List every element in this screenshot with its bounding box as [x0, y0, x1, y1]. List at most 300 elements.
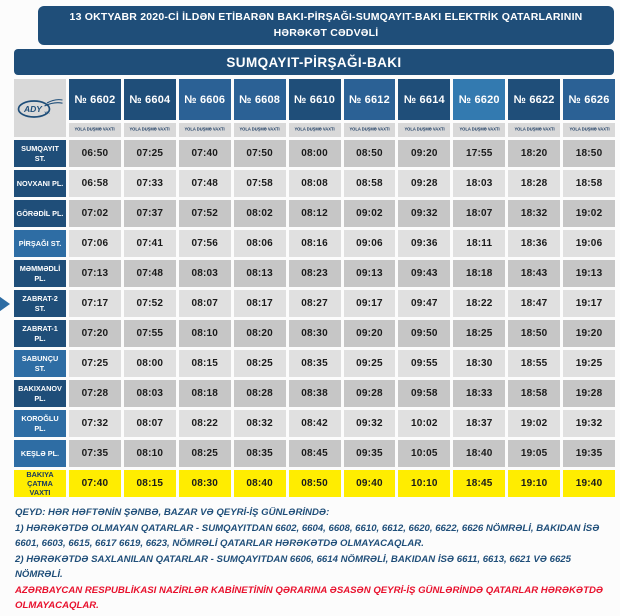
time-cell-r1-c6-label: 08:50: [356, 148, 383, 159]
route-banner: [14, 49, 614, 75]
time-cell-r5-c6: [344, 260, 396, 287]
departure-time-subheader-4: [234, 123, 286, 137]
time-cell-r1-c7-label: 09:20: [411, 148, 438, 159]
station-cell-row-6-label: ZABRAT-2 ST.: [22, 294, 58, 313]
time-cell-r10-c5: [289, 410, 341, 437]
time-cell-r9-c9: [508, 380, 560, 407]
train-column-header-8: [453, 79, 505, 120]
train-column-header-10: [563, 79, 615, 120]
time-cell-r9-c8-label: 18:33: [465, 388, 493, 399]
time-cell-r9-c2-label: 08:03: [136, 388, 164, 399]
time-cell-r1-c1-label: 06:50: [81, 148, 109, 159]
time-cell-r4-c9-label: 18:36: [520, 238, 548, 249]
time-cell-r4-c3-label: 07:56: [191, 238, 219, 249]
time-cell-r3-c5: [289, 200, 341, 227]
time-cell-r4-c3: [179, 230, 231, 257]
time-cell-r4-c9: [508, 230, 560, 257]
time-cell-r1-c5: [289, 140, 341, 167]
station-cell-row-4: [14, 230, 66, 257]
time-cell-r1-c6: [344, 140, 396, 167]
timetable-grid: [14, 79, 615, 497]
time-cell-r2-c6: [344, 170, 396, 197]
time-cell-r7-c7: [398, 320, 450, 347]
time-cell-r1-c9-label: 18:20: [520, 148, 548, 159]
time-cell-r5-c9: [508, 260, 560, 287]
time-cell-r12-c7-label: 10:10: [411, 478, 438, 489]
time-cell-r8-c9-label: 18:55: [520, 358, 548, 369]
time-cell-r8-c5: [289, 350, 341, 377]
time-cell-r2-c10-label: 18:58: [575, 178, 603, 189]
time-cell-r12-c9: [508, 470, 560, 497]
time-cell-r3-c4-label: 08:02: [246, 208, 273, 219]
time-cell-r8-c5-label: 08:35: [301, 358, 328, 369]
time-cell-r10-c6-label: 09:32: [356, 418, 383, 429]
station-cell-row-8-label: SABUNÇU ST.: [21, 354, 59, 373]
time-cell-r4-c10: [563, 230, 615, 257]
time-cell-r9-c10: [563, 380, 615, 407]
time-cell-r9-c9-label: 18:58: [520, 388, 548, 399]
time-cell-r5-c3: [179, 260, 231, 287]
train-column-header-2: [124, 79, 176, 120]
time-cell-r6-c9: [508, 290, 560, 317]
train-column-header-7-label: № 6614: [403, 93, 445, 106]
time-cell-r11-c8-label: 18:40: [465, 448, 493, 459]
time-cell-r8-c6-label: 09:25: [356, 358, 383, 369]
time-cell-r1-c4: [234, 140, 286, 167]
time-cell-r4-c4-label: 08:06: [246, 238, 273, 249]
time-cell-r7-c5: [289, 320, 341, 347]
time-cell-r3-c1-label: 07:02: [81, 208, 109, 219]
station-cell-row-8: [14, 350, 66, 377]
station-cell-row-9: [14, 380, 66, 407]
note-1: [15, 521, 607, 552]
time-cell-r11-c9-label: 19:05: [520, 448, 548, 459]
time-cell-r6-c2: [124, 290, 176, 317]
time-cell-r9-c4-label: 08:28: [246, 388, 273, 399]
time-cell-r1-c1: [69, 140, 121, 167]
time-cell-r2-c7-label: 09:28: [411, 178, 438, 189]
svg-text:yo.: yo.: [44, 110, 50, 115]
time-cell-r6-c3: [179, 290, 231, 317]
time-cell-r4-c6-label: 09:06: [356, 238, 383, 249]
time-cell-r3-c7: [398, 200, 450, 227]
time-cell-r7-c8: [453, 320, 505, 347]
station-cell-row-3: [14, 200, 66, 227]
time-cell-r9-c6-label: 09:28: [356, 388, 383, 399]
time-cell-r2-c9: [508, 170, 560, 197]
time-cell-r2-c10: [563, 170, 615, 197]
time-cell-r12-c10-label: 19:40: [575, 478, 603, 489]
time-cell-r5-c10-label: 19:13: [575, 268, 603, 279]
time-cell-r6-c3-label: 08:07: [191, 298, 219, 309]
time-cell-r12-c2-label: 08:15: [136, 478, 164, 489]
time-cell-r7-c4-label: 08:20: [246, 328, 273, 339]
time-cell-r5-c4: [234, 260, 286, 287]
time-cell-r1-c8: [453, 140, 505, 167]
time-cell-r9-c7-label: 09:58: [411, 388, 438, 399]
time-cell-r3-c9: [508, 200, 560, 227]
time-cell-r8-c9: [508, 350, 560, 377]
time-cell-r9-c1: [69, 380, 121, 407]
time-cell-r12-c4: [234, 470, 286, 497]
time-cell-r7-c2: [124, 320, 176, 347]
time-cell-r10-c10-label: 19:32: [575, 418, 603, 429]
time-cell-r4-c10-label: 19:06: [575, 238, 603, 249]
time-cell-r10-c3-label: 08:22: [191, 418, 219, 429]
time-cell-r2-c2: [124, 170, 176, 197]
time-cell-r1-c3: [179, 140, 231, 167]
time-cell-r11-c5: [289, 440, 341, 467]
train-column-header-9-label: № 6622: [513, 93, 555, 106]
time-cell-r12-c3-label: 08:30: [191, 478, 219, 489]
station-cell-row-12: [14, 470, 66, 497]
time-cell-r11-c1: [69, 440, 121, 467]
time-cell-r1-c2-label: 07:25: [136, 148, 164, 159]
station-cell-row-7: [14, 320, 66, 347]
time-cell-r7-c5-label: 08:30: [301, 328, 328, 339]
time-cell-r7-c3: [179, 320, 231, 347]
time-cell-r11-c3: [179, 440, 231, 467]
time-cell-r6-c7-label: 09:47: [411, 298, 438, 309]
time-cell-r3-c6-label: 09:02: [356, 208, 383, 219]
time-cell-r5-c4-label: 08:13: [246, 268, 273, 279]
time-cell-r7-c6: [344, 320, 396, 347]
poster-title-line1: 13 OKTYABR 2020-Cİ İLDƏN ETİBARƏN BAKI-PİRŞAĞI-SUMQAYIT-BAKI ELEKTRİK QATARLARININ: [69, 11, 583, 24]
station-cell-row-11: [14, 440, 66, 467]
time-cell-r8-c8-label: 18:30: [465, 358, 493, 369]
time-cell-r6-c1-label: 07:17: [81, 298, 109, 309]
train-column-header-5: [289, 79, 341, 120]
time-cell-r8-c7-label: 09:55: [411, 358, 438, 369]
time-cell-r2-c8-label: 18:03: [465, 178, 493, 189]
time-cell-r12-c1-label: 07:40: [81, 478, 109, 489]
note-2: [15, 552, 607, 583]
time-cell-r8-c10-label: 19:25: [575, 358, 603, 369]
time-cell-r12-c4-label: 08:40: [246, 478, 273, 489]
time-cell-r6-c9-label: 18:47: [520, 298, 548, 309]
departure-time-subheader-7-label: YOLA DÜŞMƏ VAXTI: [404, 127, 445, 133]
time-cell-r1-c3-label: 07:40: [191, 148, 219, 159]
time-cell-r1-c4-label: 07:50: [246, 148, 273, 159]
time-cell-r10-c2: [124, 410, 176, 437]
station-cell-row-3-label: GÖRƏDİL PL.: [16, 208, 64, 218]
time-cell-r6-c6-label: 09:17: [356, 298, 383, 309]
time-cell-r2-c7: [398, 170, 450, 197]
time-cell-r10-c3: [179, 410, 231, 437]
departure-time-subheader-2-label: YOLA DÜŞMƏ VAXTI: [129, 127, 170, 133]
departure-time-subheader-4-label: YOLA DÜŞMƏ VAXTI: [239, 127, 280, 133]
time-cell-r8-c3-label: 08:15: [191, 358, 219, 369]
train-column-header-2-label: № 6604: [129, 93, 171, 106]
time-cell-r10-c9-label: 19:02: [520, 418, 548, 429]
time-cell-r6-c4: [234, 290, 286, 317]
time-cell-r12-c2: [124, 470, 176, 497]
time-cell-r3-c8: [453, 200, 505, 227]
time-cell-r8-c2: [124, 350, 176, 377]
departure-time-subheader-8: [453, 123, 505, 137]
time-cell-r10-c7-label: 10:02: [411, 418, 438, 429]
time-cell-r3-c3-label: 07:52: [191, 208, 219, 219]
time-cell-r9-c5-label: 08:38: [301, 388, 328, 399]
time-cell-r11-c7: [398, 440, 450, 467]
time-cell-r6-c5-label: 08:27: [301, 298, 328, 309]
train-column-header-1: [69, 79, 121, 120]
time-cell-r9-c8: [453, 380, 505, 407]
time-cell-r3-c3: [179, 200, 231, 227]
note-2-label: 2) HƏRƏKƏTDƏ SAXLANILAN QATARLAR: [15, 553, 209, 565]
time-cell-r10-c1: [69, 410, 121, 437]
logo-cell: [14, 79, 66, 137]
time-cell-r3-c7-label: 09:32: [411, 208, 438, 219]
departure-time-subheader-2: [124, 123, 176, 137]
time-cell-r8-c1: [69, 350, 121, 377]
time-cell-r8-c2-label: 08:00: [136, 358, 164, 369]
time-cell-r5-c6-label: 09:13: [356, 268, 383, 279]
route-title: SUMQAYIT-PİRŞAĞI-BAKI: [226, 54, 402, 70]
time-cell-r9-c3: [179, 380, 231, 407]
ady-railways-logo: [17, 97, 63, 119]
poster-title-banner: [38, 6, 614, 45]
departure-time-subheader-9-label: YOLA DÜŞMƏ VAXTI: [514, 127, 555, 133]
time-cell-r8-c7: [398, 350, 450, 377]
time-cell-r10-c1-label: 07:32: [81, 418, 109, 429]
time-cell-r4-c6: [344, 230, 396, 257]
time-cell-r5-c1: [69, 260, 121, 287]
time-cell-r11-c9: [508, 440, 560, 467]
time-cell-r5-c5: [289, 260, 341, 287]
time-cell-r11-c8: [453, 440, 505, 467]
time-cell-r8-c10: [563, 350, 615, 377]
time-cell-r12-c1: [69, 470, 121, 497]
time-cell-r11-c6-label: 09:35: [356, 448, 383, 459]
time-cell-r8-c4-label: 08:25: [246, 358, 273, 369]
time-cell-r3-c1: [69, 200, 121, 227]
departure-time-subheader-7: [398, 123, 450, 137]
time-cell-r12-c5-label: 08:50: [301, 478, 328, 489]
time-cell-r2-c3: [179, 170, 231, 197]
time-cell-r11-c1-label: 07:35: [81, 448, 109, 459]
time-cell-r11-c4: [234, 440, 286, 467]
time-cell-r7-c7-label: 09:50: [411, 328, 438, 339]
time-cell-r2-c6-label: 08:58: [356, 178, 383, 189]
time-cell-r11-c5-label: 08:45: [301, 448, 328, 459]
note-2-text: - SUMQAYITDAN 6606, 6614 NÖMRƏLİ, BAKIDAN İSƏ 6611, 6613, 6621 VƏ 6625 NÖMRƏLİ.: [15, 553, 571, 581]
station-cell-row-4-label: PİRŞAĞI ST.: [18, 238, 62, 248]
train-column-header-6: [344, 79, 396, 120]
train-column-header-1-label: № 6602: [74, 93, 116, 106]
departure-time-subheader-10-label: YOLA DÜŞMƏ VAXTI: [568, 127, 610, 133]
time-cell-r6-c6: [344, 290, 396, 317]
time-cell-r7-c2-label: 07:55: [136, 328, 164, 339]
time-cell-r4-c8: [453, 230, 505, 257]
station-cell-row-2: [14, 170, 66, 197]
time-cell-r11-c2-label: 08:10: [136, 448, 164, 459]
time-cell-r10-c4: [234, 410, 286, 437]
time-cell-r2-c1-label: 06:58: [81, 178, 109, 189]
time-cell-r5-c3-label: 08:03: [191, 268, 219, 279]
side-arrow-icon: [0, 294, 10, 314]
departure-time-subheader-6: [344, 123, 396, 137]
time-cell-r5-c1-label: 07:13: [81, 268, 109, 279]
time-cell-r1-c9: [508, 140, 560, 167]
time-cell-r11-c2: [124, 440, 176, 467]
departure-time-subheader-9: [508, 123, 560, 137]
train-column-header-8-label: № 6620: [458, 93, 500, 106]
time-cell-r7-c8-label: 18:25: [465, 328, 493, 339]
departure-time-subheader-8-label: YOLA DÜŞMƏ VAXTI: [459, 127, 500, 133]
time-cell-r1-c10-label: 18:50: [575, 148, 603, 159]
time-cell-r6-c1: [69, 290, 121, 317]
time-cell-r12-c5: [289, 470, 341, 497]
time-cell-r12-c8-label: 18:45: [465, 478, 493, 489]
time-cell-r5-c7: [398, 260, 450, 287]
time-cell-r6-c8-label: 18:22: [465, 298, 493, 309]
train-column-header-3: [179, 79, 231, 120]
notes-heading: [15, 505, 607, 521]
time-cell-r4-c5: [289, 230, 341, 257]
time-cell-r2-c4: [234, 170, 286, 197]
time-cell-r8-c8: [453, 350, 505, 377]
time-cell-r12-c6-label: 09:40: [356, 478, 383, 489]
time-cell-r8-c3: [179, 350, 231, 377]
time-cell-r5-c7-label: 09:43: [411, 268, 438, 279]
time-cell-r10-c9: [508, 410, 560, 437]
time-cell-r9-c5: [289, 380, 341, 407]
station-cell-row-1-label: SUMQAYIT ST.: [21, 144, 59, 163]
time-cell-r3-c6: [344, 200, 396, 227]
time-cell-r12-c10: [563, 470, 615, 497]
time-cell-r3-c2: [124, 200, 176, 227]
time-cell-r6-c8: [453, 290, 505, 317]
time-cell-r4-c2: [124, 230, 176, 257]
departure-time-subheader-1: [69, 123, 121, 137]
time-cell-r9-c1-label: 07:28: [81, 388, 109, 399]
time-cell-r1-c2: [124, 140, 176, 167]
time-cell-r4-c2-label: 07:41: [136, 238, 164, 249]
time-cell-r9-c10-label: 19:28: [575, 388, 603, 399]
train-column-header-7: [398, 79, 450, 120]
time-cell-r5-c2: [124, 260, 176, 287]
time-cell-r8-c4: [234, 350, 286, 377]
time-cell-r3-c4: [234, 200, 286, 227]
time-cell-r1-c5-label: 08:00: [301, 148, 328, 159]
time-cell-r12-c9-label: 19:10: [520, 478, 548, 489]
time-cell-r12-c7: [398, 470, 450, 497]
time-cell-r3-c9-label: 18:32: [520, 208, 548, 219]
time-cell-r2-c5: [289, 170, 341, 197]
station-cell-row-11-label: KEŞLƏ PL.: [20, 448, 60, 458]
time-cell-r10-c10: [563, 410, 615, 437]
time-cell-r9-c4: [234, 380, 286, 407]
time-cell-r7-c6-label: 09:20: [356, 328, 383, 339]
time-cell-r4-c7-label: 09:36: [411, 238, 438, 249]
time-cell-r6-c10: [563, 290, 615, 317]
time-cell-r1-c8-label: 17:55: [465, 148, 493, 159]
time-cell-r6-c10-label: 19:17: [575, 298, 603, 309]
time-cell-r2-c8: [453, 170, 505, 197]
time-cell-r11-c4-label: 08:35: [246, 448, 273, 459]
train-column-header-9: [508, 79, 560, 120]
time-cell-r4-c1: [69, 230, 121, 257]
time-cell-r4-c5-label: 08:16: [301, 238, 328, 249]
time-cell-r3-c10-label: 19:02: [575, 208, 603, 219]
time-cell-r12-c8: [453, 470, 505, 497]
departure-time-subheader-5-label: YOLA DÜŞMƏ VAXTI: [294, 127, 335, 133]
station-cell-row-2-label: NOVXANI PL.: [16, 178, 64, 188]
train-column-header-5-label: № 6610: [294, 93, 336, 106]
time-cell-r12-c6: [344, 470, 396, 497]
time-cell-r9-c6: [344, 380, 396, 407]
time-cell-r10-c8-label: 18:37: [465, 418, 493, 429]
time-cell-r10-c2-label: 08:07: [136, 418, 164, 429]
time-cell-r2-c5-label: 08:08: [301, 178, 328, 189]
time-cell-r6-c2-label: 07:52: [136, 298, 164, 309]
station-cell-row-1: [14, 140, 66, 167]
time-cell-r2-c3-label: 07:48: [191, 178, 219, 189]
time-cell-r8-c1-label: 07:25: [81, 358, 109, 369]
time-cell-r3-c10: [563, 200, 615, 227]
station-cell-row-10-label: KOROĞLU PL.: [21, 414, 59, 433]
time-cell-r4-c1-label: 07:06: [81, 238, 109, 249]
time-cell-r10-c4-label: 08:32: [246, 418, 273, 429]
time-cell-r7-c3-label: 08:10: [191, 328, 219, 339]
time-cell-r11-c3-label: 08:25: [191, 448, 219, 459]
time-cell-r7-c10: [563, 320, 615, 347]
time-cell-r6-c4-label: 08:17: [246, 298, 273, 309]
time-cell-r10-c6: [344, 410, 396, 437]
time-cell-r4-c8-label: 18:11: [466, 238, 493, 249]
departure-time-subheader-3-label: YOLA DÜŞMƏ VAXTI: [184, 127, 225, 133]
time-cell-r3-c2-label: 07:37: [136, 208, 164, 219]
train-column-header-4: [234, 79, 286, 120]
time-cell-r7-c9: [508, 320, 560, 347]
departure-time-subheader-5: [289, 123, 341, 137]
time-cell-r7-c1-label: 07:20: [81, 328, 109, 339]
time-cell-r7-c4: [234, 320, 286, 347]
time-cell-r9-c3-label: 08:18: [191, 388, 219, 399]
time-cell-r12-c3: [179, 470, 231, 497]
departure-time-subheader-10: [563, 123, 615, 137]
time-cell-r2-c1: [69, 170, 121, 197]
time-cell-r2-c9-label: 18:28: [520, 178, 548, 189]
time-cell-r11-c6: [344, 440, 396, 467]
time-cell-r1-c10: [563, 140, 615, 167]
notes-section: [15, 505, 607, 614]
time-cell-r11-c7-label: 10:05: [411, 448, 438, 459]
departure-time-subheader-6-label: YOLA DÜŞMƏ VAXTI: [349, 127, 390, 133]
qeyd-label: QEYD:: [15, 507, 46, 518]
svg-text:ADY: ADY: [24, 104, 42, 114]
time-cell-r5-c2-label: 07:48: [136, 268, 164, 279]
time-cell-r11-c10-label: 19:35: [575, 448, 603, 459]
time-cell-r3-c8-label: 18:07: [465, 208, 493, 219]
time-cell-r5-c8-label: 18:18: [465, 268, 493, 279]
time-cell-r10-c7: [398, 410, 450, 437]
time-cell-r8-c6: [344, 350, 396, 377]
train-column-header-10-label: № 6626: [568, 93, 610, 106]
station-cell-row-10: [14, 410, 66, 437]
time-cell-r6-c5: [289, 290, 341, 317]
time-cell-r4-c4: [234, 230, 286, 257]
time-cell-r5-c8: [453, 260, 505, 287]
time-cell-r9-c7: [398, 380, 450, 407]
time-cell-r10-c8: [453, 410, 505, 437]
time-cell-r3-c5-label: 08:12: [301, 208, 328, 219]
note-red: AZƏRBAYCAN RESPUBLİKASI NAZİRLƏR KABİNETİNİN QƏRARINA ƏSASƏN QEYRİ-İŞ GÜNLƏRİNDƏ QATARLAR HƏRƏKƏTDƏ OLMAYACAQLAR.: [15, 584, 604, 612]
station-cell-row-6: [14, 290, 66, 317]
station-cell-row-9-label: BAKIXANOV PL.: [18, 384, 62, 403]
time-cell-r2-c2-label: 07:33: [136, 178, 164, 189]
